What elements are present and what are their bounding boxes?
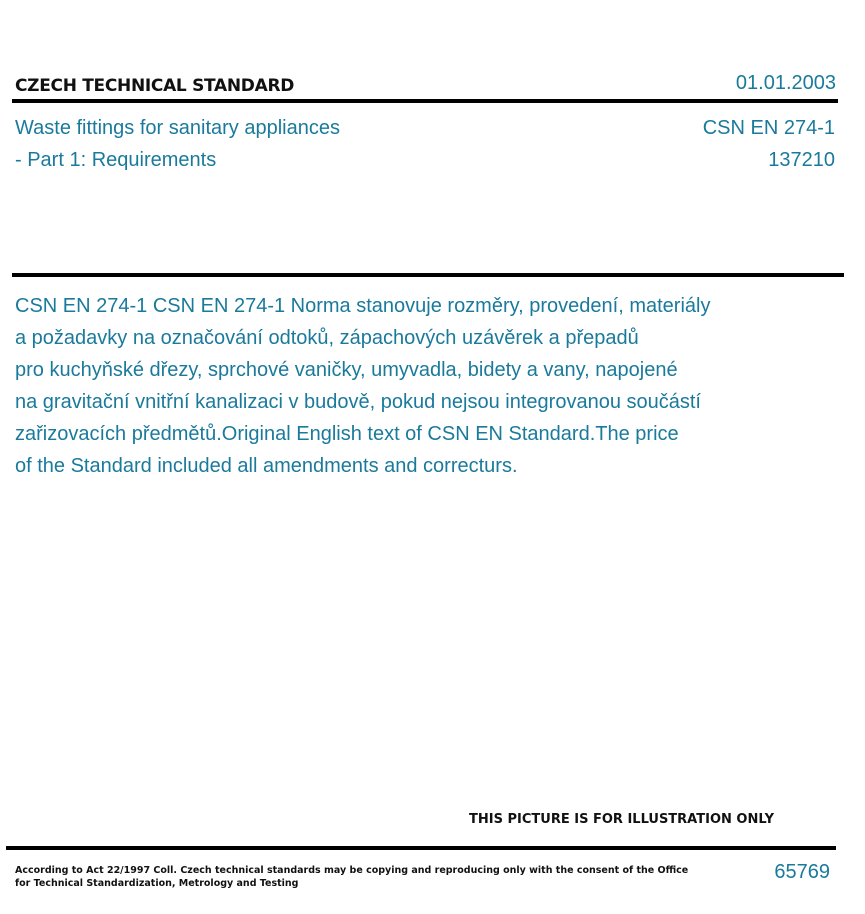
legal-notice-line-2: for Technical Standardization, Metrology and Testing xyxy=(15,878,299,889)
standard-code: CSN EN 274-1 xyxy=(702,117,835,139)
publication-date: 01.01.2003 xyxy=(735,72,836,94)
description-line: na gravitační vnitřní kanalizaci v budově, pokud nejsou integrovanou součástí xyxy=(15,391,701,413)
standard-description xyxy=(15,290,815,482)
document-type-heading: CZECH TECHNICAL STANDARD xyxy=(15,76,295,96)
illustration-disclaimer: THIS PICTURE IS FOR ILLUSTRATION ONLY xyxy=(469,812,774,827)
description-line: a požadavky na označování odtoků, zápachových uzávěrek a přepadů xyxy=(15,327,639,349)
legal-notice xyxy=(15,864,688,890)
header-divider xyxy=(12,99,838,103)
classification-number: 137210 xyxy=(768,149,835,171)
document-number: 65769 xyxy=(774,861,830,883)
description-line: of the Standard included all amendments and correcturs. xyxy=(15,455,518,477)
standard-title-line-1: Waste fittings for sanitary appliances xyxy=(15,117,340,139)
legal-notice-line-1: According to Act 22/1997 Coll. Czech technical standards may be copying and reproducing only with the consent of the Office xyxy=(15,865,689,876)
footer-divider xyxy=(6,846,836,850)
description-line: CSN EN 274-1 CSN EN 274-1 Norma stanovuje rozměry, provedení, materiály xyxy=(15,295,711,317)
standard-title-line-2: - Part 1: Requirements xyxy=(15,149,217,171)
description-line: pro kuchyňské dřezy, sprchové vaničky, umyvadla, bidety a vany, napojené xyxy=(15,359,678,381)
description-line: zařizovacích předmětů.Original English text of CSN EN Standard.The price xyxy=(15,423,679,445)
section-divider xyxy=(12,273,844,277)
